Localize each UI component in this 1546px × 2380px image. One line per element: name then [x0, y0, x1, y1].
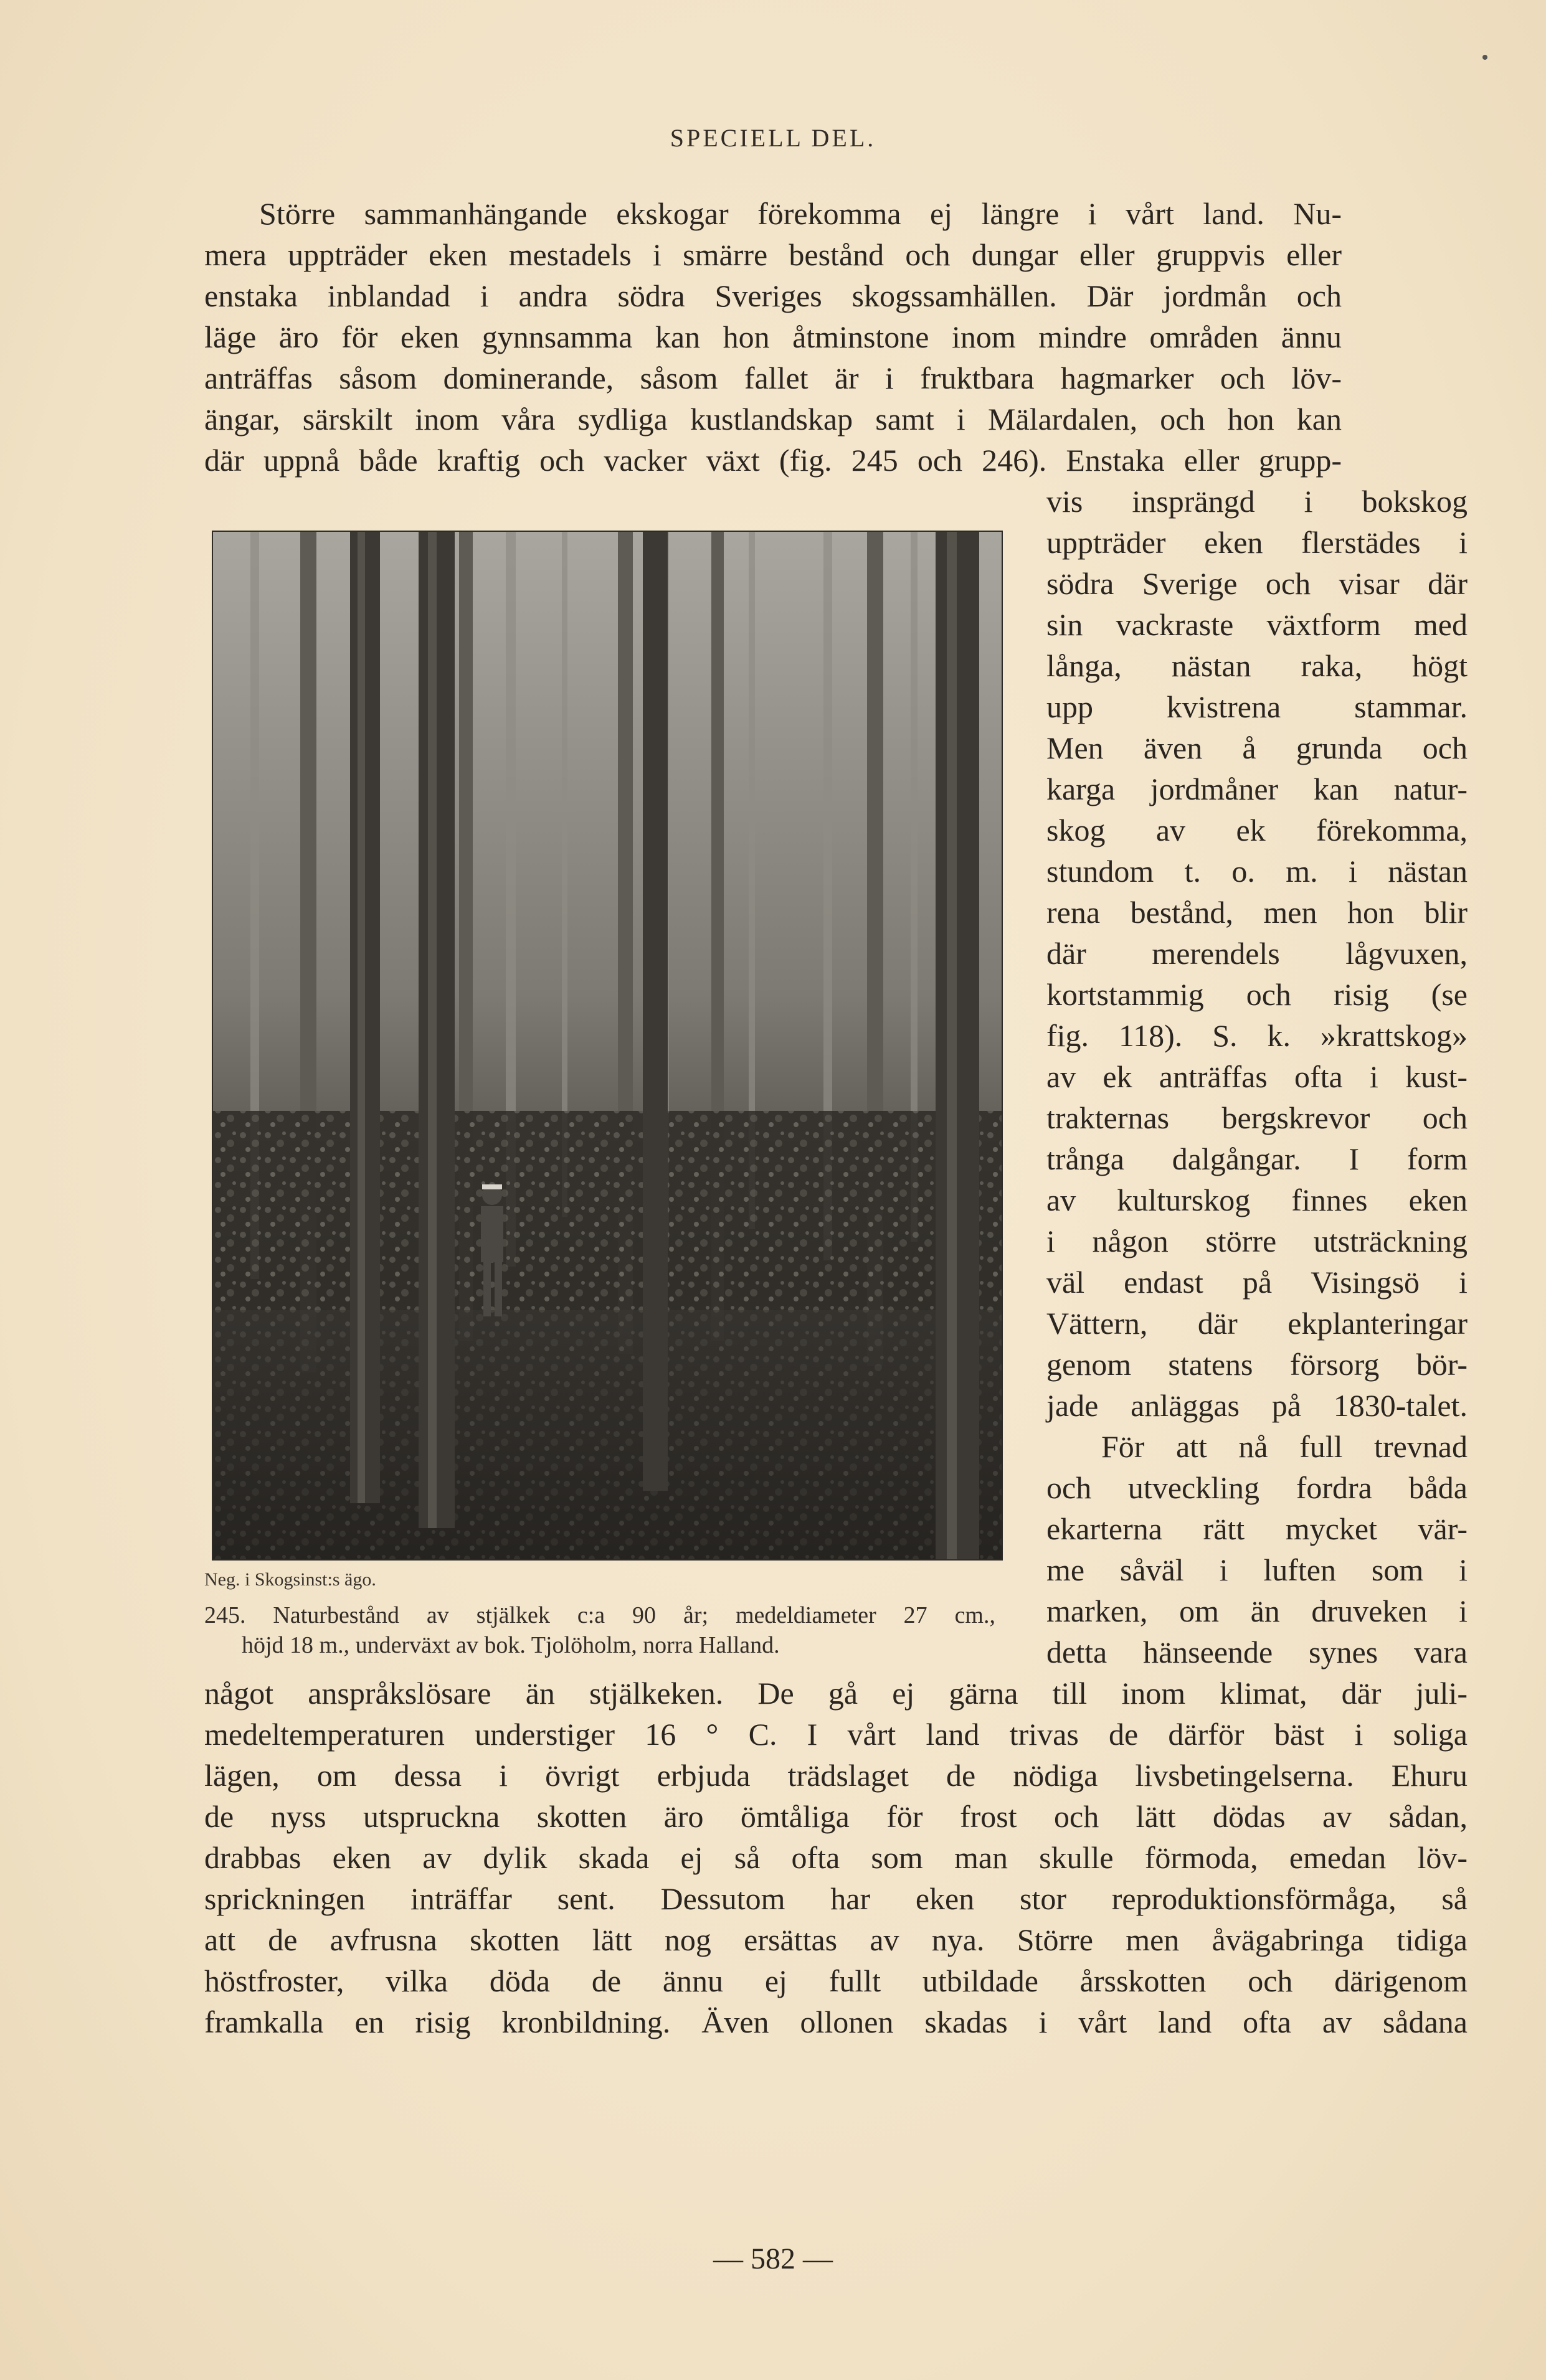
text-line: fig. 118). S. k. »krattskog»	[1046, 1018, 1468, 1053]
text-line: me såväl i luften som i	[1046, 1552, 1468, 1587]
text-line: jade anläggas på 1830-talet.	[1046, 1388, 1468, 1423]
text-line: trånga dalgångar. I form	[1046, 1141, 1468, 1176]
text-line: mera uppträder eken mestadels i smärre bestånd och dungar eller gruppvis eller	[204, 237, 1342, 272]
text-line: i någon större utsträckning	[1046, 1224, 1468, 1258]
side-column-text	[1046, 481, 1468, 1673]
text-line: sin vackraste växtform med	[1046, 607, 1468, 642]
text-line: något anspråkslösare än stjälkeken. De gå ej gärna till inom klimat, där juli-	[204, 1676, 1468, 1711]
paper-speck	[1482, 55, 1487, 60]
text-line: Större sammanhängande ekskogar förekomma ej längre i vårt land. Nu-	[259, 196, 1342, 231]
text-line: Vättern, där ekplanteringar	[1046, 1306, 1468, 1341]
text-line: ekarterna rätt mycket vär-	[1046, 1511, 1468, 1546]
text-line: drabbas eken av dylik skada ej så ofta som man skulle förmoda, emedan löv-	[204, 1840, 1468, 1875]
text-line: detta hänseende synes vara	[1046, 1635, 1468, 1669]
photo-credit: Neg. i Skogsinst:s ägo.	[204, 1569, 376, 1590]
text-line: ängar, särskilt inom våra sydliga kustlandskap samt i Mälardalen, och hon kan	[204, 402, 1342, 437]
text-line: sprickningen inträffar sent. Dessutom har eken stor reproduktionsförmåga, så	[204, 1881, 1468, 1916]
top-paragraph	[204, 193, 1342, 481]
text-line: trakternas bergskrevor och	[1046, 1100, 1468, 1135]
text-line: läge äro för eken gynnsamma kan hon åtminstone inom mindre områden ännu	[204, 319, 1342, 354]
page-number: — 582 —	[713, 2242, 833, 2275]
text-line: höstfroster, vilka döda de ännu ej fullt utbildade årsskotten och därigenom	[204, 1963, 1468, 1998]
text-line: långa, nästan raka, högt	[1046, 648, 1468, 683]
text-line: karga jordmåner kan natur-	[1046, 772, 1468, 806]
text-line: södra Sverige och visar där	[1046, 566, 1468, 601]
text-line: skog av ek förekomma,	[1046, 813, 1468, 848]
text-line: enstaka inblandad i andra södra Sveriges skogssamhällen. Där jordmån och	[204, 278, 1342, 313]
bottom-paragraph	[204, 1673, 1468, 2042]
text-line: där uppnå både kraftig och vacker växt (fig. 245 och 246). Enstaka eller grupp-	[204, 443, 1342, 478]
text-line: de nyss utspruckna skotten äro ömtåliga för frost och lätt dödas av sådan,	[204, 1799, 1468, 1834]
text-line: att de avfrusna skotten lätt nog ersättas av nya. Större men åvägabringa tidiga	[204, 1922, 1468, 1957]
text-line: av ek anträffas ofta i kust-	[1046, 1059, 1468, 1094]
caption-line: höjd 18 m., underväxt av bok. Tjolöholm, norra Halland.	[242, 1632, 780, 1658]
text-line: uppträder eken flerstädes i	[1046, 525, 1468, 560]
text-line: och utveckling fordra båda	[1046, 1470, 1468, 1505]
figure-caption	[204, 1600, 995, 1660]
forest-photograph	[212, 531, 1003, 1561]
text-line: marken, om än druveken i	[1046, 1594, 1468, 1628]
text-line: För att nå full trevnad	[1101, 1429, 1468, 1464]
text-line: lägen, om dessa i övrigt erbjuda trädslaget de nödiga livsbetingelserna. Ehuru	[204, 1758, 1468, 1793]
text-line: vis insprängd i bokskog	[1046, 484, 1468, 519]
text-line: medeltemperaturen understiger 16 ° C. I vårt land trivas de därför bäst i soliga	[204, 1717, 1468, 1752]
text-line: stundom t. o. m. i nästan	[1046, 854, 1468, 889]
text-line: Men även å grunda och	[1046, 730, 1468, 765]
text-line: av kulturskog finnes eken	[1046, 1183, 1468, 1217]
text-line: där merendels lågvuxen,	[1046, 936, 1468, 971]
text-line: upp kvistrena stammar.	[1046, 689, 1468, 724]
text-line: väl endast på Visingsö i	[1046, 1265, 1468, 1300]
text-line: genom statens försorg bör-	[1046, 1347, 1468, 1382]
running-header: SPECIELL DEL.	[670, 124, 876, 152]
text-line: kortstammig och risig (se	[1046, 977, 1468, 1012]
text-line: anträffas såsom dominerande, såsom fallet är i fruktbara hagmarker och löv-	[204, 361, 1342, 395]
text-line: framkalla en risig kronbildning. Även ollonen skadas i vårt land ofta av sådana	[204, 2005, 1468, 2039]
caption-line: 245. Naturbestånd av stjälkek c:a 90 år; medeldiameter 27 cm.,	[204, 1602, 995, 1628]
text-line: rena bestånd, men hon blir	[1046, 895, 1468, 930]
